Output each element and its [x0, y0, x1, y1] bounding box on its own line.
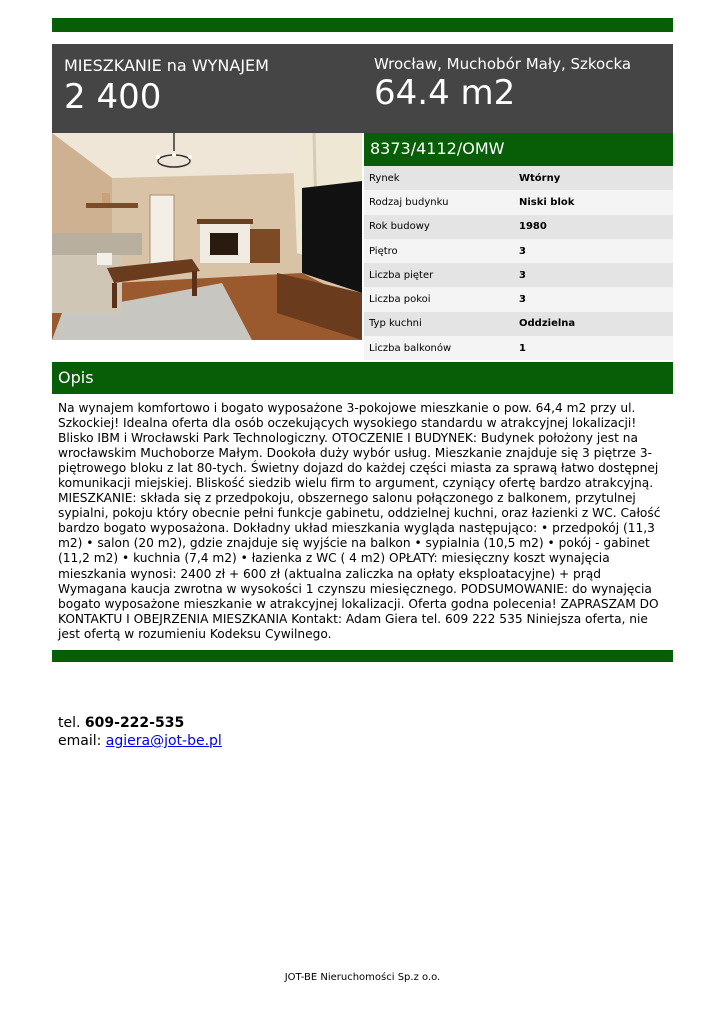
phone-line — [58, 714, 222, 732]
param-value: Oddzielna — [519, 318, 576, 330]
param-label: Liczba pokoi — [369, 294, 431, 306]
param-value: Wtórny — [519, 172, 561, 184]
email-label: email: — [58, 733, 102, 749]
param-row — [364, 166, 673, 190]
param-label: Liczba balkonów — [369, 342, 452, 354]
email-line — [58, 732, 222, 750]
property-photo — [52, 133, 362, 340]
parameters-table — [364, 166, 673, 360]
contact-block — [58, 714, 222, 750]
param-value: 3 — [519, 294, 526, 306]
param-label: Rynek — [369, 172, 400, 184]
param-value: 3 — [519, 269, 526, 281]
listing-type: MIESZKANIE na WYNAJEM — [64, 56, 269, 75]
top-accent-bar — [52, 18, 673, 32]
listing-location: Wrocław, Muchobór Mały, Szkocka — [374, 55, 632, 73]
listing-header — [52, 44, 673, 133]
param-value: 1980 — [519, 221, 547, 233]
param-label: Rok budowy — [369, 221, 430, 233]
param-label: Typ kuchni — [369, 318, 422, 330]
footer-company: JOT-BE Nieruchomości Sp.z o.o. — [284, 972, 441, 983]
email-link[interactable]: agiera@jot-be.pl — [105, 733, 222, 749]
param-row — [364, 287, 673, 311]
listing-area: 64.4 m2 — [374, 73, 516, 113]
param-value: 1 — [519, 342, 526, 354]
phone-label: tel. — [58, 715, 81, 731]
param-row — [364, 215, 673, 239]
param-row — [364, 263, 673, 287]
listing-price: 2 400 — [64, 77, 162, 117]
listing-reference: 8373/4112/OMW — [364, 133, 673, 166]
param-value: Niski blok — [519, 196, 575, 208]
param-label: Rodzaj budynku — [369, 196, 449, 208]
param-value: 3 — [519, 245, 526, 257]
description-text: Na wynajem komfortowo i bogato wyposażone 3-pokojowe mieszkanie o pow. 64,4 m2 przy ul. Szkockiej! Idealna oferta dla osób oczekujących wysokiego standardu w atrakcyjnej lokalizacji! Blisko IBM i Wrocławski Park Technologiczny. OTOCZENIE I BUDYNEK: Budynek położony jest na wrocławskim Muchoborze Małym. Dookoła duży wybór usług. Mieszkanie znajduje się 3 piętrze 3-piętrowego bloku z lat 80-tych. Świetny dojazd do każdej części miasta za sprawą łatwo dostępnej komunikacji miejskiej. Bliskość siedzib wielu firm to argument, czyniący ofertę bardzo atrakcyjną. MIESZKANIE: składa się z przedpokoju, obszernego salonu połączonego z balkonem, przytulnej sypialni, pokoju który obecnie pełni funkcje gabinetu, oddzielnej kuchni, oraz łazienki z WC. Całość bardzo bogato wyposażona. Dokładny układ mieszkania wygląda następująco: • przedpokój (11,3 m2) • salon (20 m2), gdzie znajduje się wyjście na balkon • sypialnia (10,5 m2) • pokój - gabinet (11,2 m2) • kuchnia (7,4 m2) • łazienka z WC ( 4 m2) OPŁATY: miesięczny koszt wynajęcia mieszkania wynosi: 2400 zł + 600 zł (aktualna zaliczka na opłaty eksploatacyjne) + prąd Wymagana kaucja zwrotna w wysokości 1 czynszu miesięcznego. PODSUMOWANIE: do wynajęcia bogato wyposażone mieszkanie w atrakcyjnej lokalizacji. Oferta godna polecenia! ZAPRASZAM DO KONTAKTU I OBEJRZENIA MIESZKANIA Kontakt: Adam Giera tel. 609 222 535 Niniejsza oferta, nie jest ofertą w rozumieniu Kodeksu Cywilnego. — [58, 401, 661, 641]
param-row — [364, 239, 673, 263]
param-label: Piętro — [369, 245, 398, 257]
description-heading: Opis — [52, 362, 673, 394]
param-row — [364, 336, 673, 360]
param-row — [364, 312, 673, 336]
param-label: Liczba pięter — [369, 269, 434, 281]
phone-number: 609-222-535 — [84, 715, 185, 731]
bottom-accent-bar — [52, 650, 673, 662]
param-row — [364, 190, 673, 214]
